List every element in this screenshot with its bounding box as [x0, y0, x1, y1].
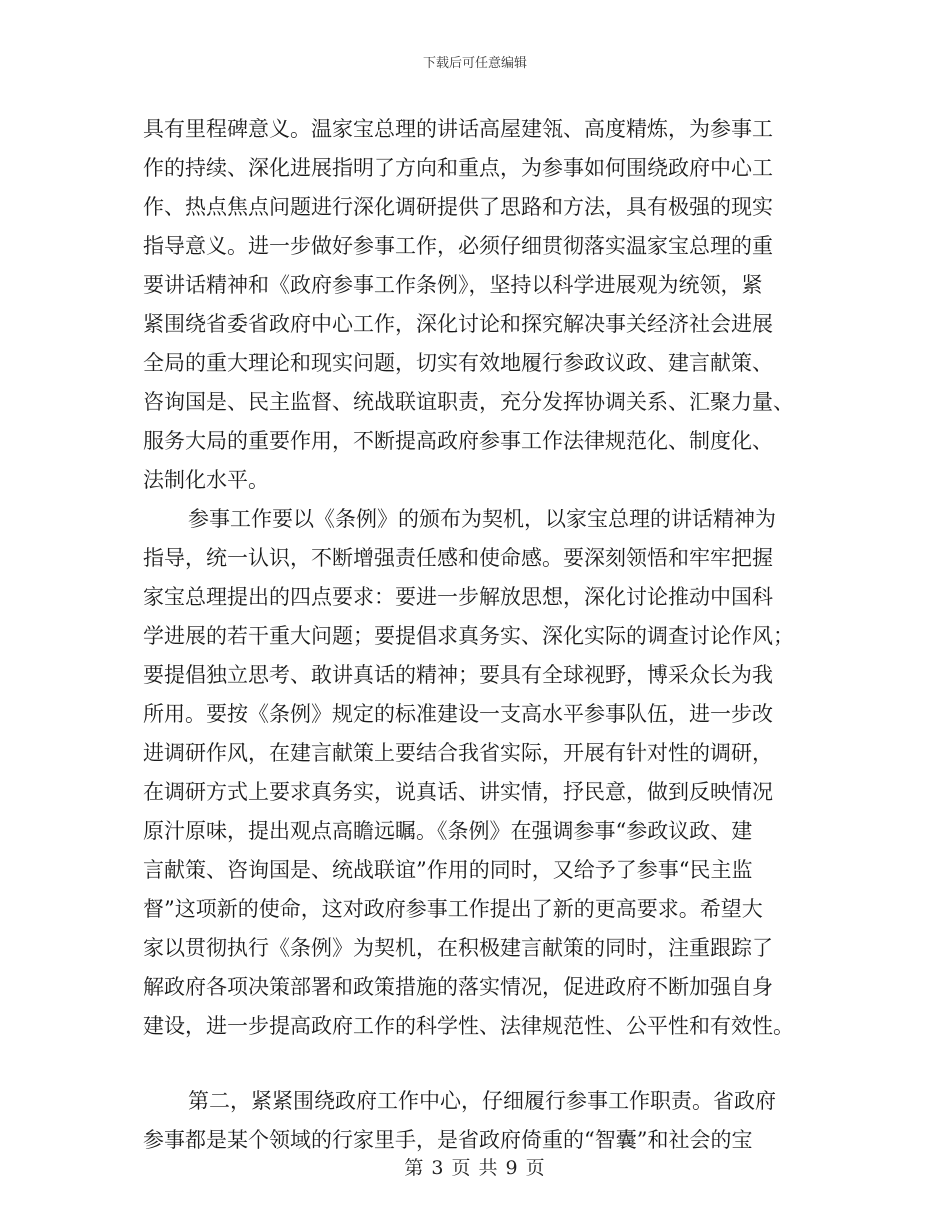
page-header: 下载后可任意编辑 [422, 56, 527, 71]
text-line: 家宝总理提出的四点要求：要进一步解放思想，深化讨论推动中国科 [143, 585, 773, 609]
text-line: 所用。要按《条例》规定的标准建设一支高水平参事队伍，进一步改 [143, 702, 773, 726]
text-line: 咨询国是、民主监督、统战联谊职责，充分发挥协调关系、汇聚力量、 [143, 390, 794, 414]
paragraph-gap [143, 1046, 811, 1082]
paragraph [143, 500, 811, 1046]
paragraph [143, 1082, 811, 1160]
text-line: 作的持续、深化进展指明了方向和重点，为参事如何围绕政府中心工 [143, 156, 773, 180]
text-line: 第二，紧紧围绕政府工作中心，仔细履行参事工作职责。省政府 [188, 1089, 776, 1113]
text-line: 家以贯彻执行《条例》为契机，在积极建言献策的同时，注重跟踪了 [143, 936, 773, 960]
document-body [143, 110, 811, 1160]
text-line: 要讲话精神和《政府参事工作条例》，坚持以科学进展观为统领，紧 [143, 273, 763, 297]
text-line: 参事工作要以《条例》的颁布为契机，以家宝总理的讲话精神为 [188, 507, 776, 531]
page-footer: 第 3 页 共 9 页 [404, 1157, 546, 1179]
text-line: 解政府各项决策部署和政策措施的落实情况，促进政府不断加强自身 [143, 975, 773, 999]
text-line: 法制化水平。 [143, 468, 269, 492]
text-line: 紧围绕省委省政府中心工作，深化讨论和探究解决事关经济社会进展 [143, 312, 773, 336]
text-line: 原汁原味，提出观点高瞻远瞩。《条例》在强调参事“参政议政、建 [143, 819, 753, 843]
text-line: 服务大局的重要作用，不断提高政府参事工作法律规范化、制度化、 [143, 429, 773, 453]
text-line: 全局的重大理论和现实问题，切实有效地履行参政议政、建言献策、 [143, 351, 773, 375]
text-line: 在调研方式上要求真务实，说真话、讲实情，抒民意，做到反映情况 [143, 780, 773, 804]
text-line: 指导，统一认识，不断增强责任感和使命感。要深刻领悟和牢牢把握 [143, 546, 773, 570]
text-line: 参事都是某个领域的行家里手，是省政府倚重的“智囊”和社会的宝 [143, 1128, 753, 1152]
text-line: 要提倡独立思考、敢讲真话的精神；要具有全球视野，博采众长为我 [143, 663, 773, 687]
paragraph [143, 110, 811, 500]
text-line: 学进展的若干重大问题；要提倡求真务实、深化实际的调查讨论作风； [143, 624, 794, 648]
text-line: 具有里程碑意义。温家宝总理的讲话高屋建瓴、高度精炼，为参事工 [143, 117, 773, 141]
text-line: 言献策、咨询国是、统战联谊”作用的同时，又给予了参事“民主监 [143, 858, 753, 882]
text-line: 建设，进一步提高政府工作的科学性、法律规范性、公平性和有效性。 [143, 1014, 794, 1038]
text-line: 指导意义。进一步做好参事工作，必须仔细贯彻落实温家宝总理的重 [143, 234, 773, 258]
text-line: 督”这项新的使命，这对政府参事工作提出了新的更高要求。希望大 [143, 897, 763, 921]
text-line: 进调研作风，在建言献策上要结合我省实际，开展有针对性的调研， [143, 741, 773, 765]
text-line: 作、热点焦点问题进行深化调研提供了思路和方法，具有极强的现实 [143, 195, 773, 219]
